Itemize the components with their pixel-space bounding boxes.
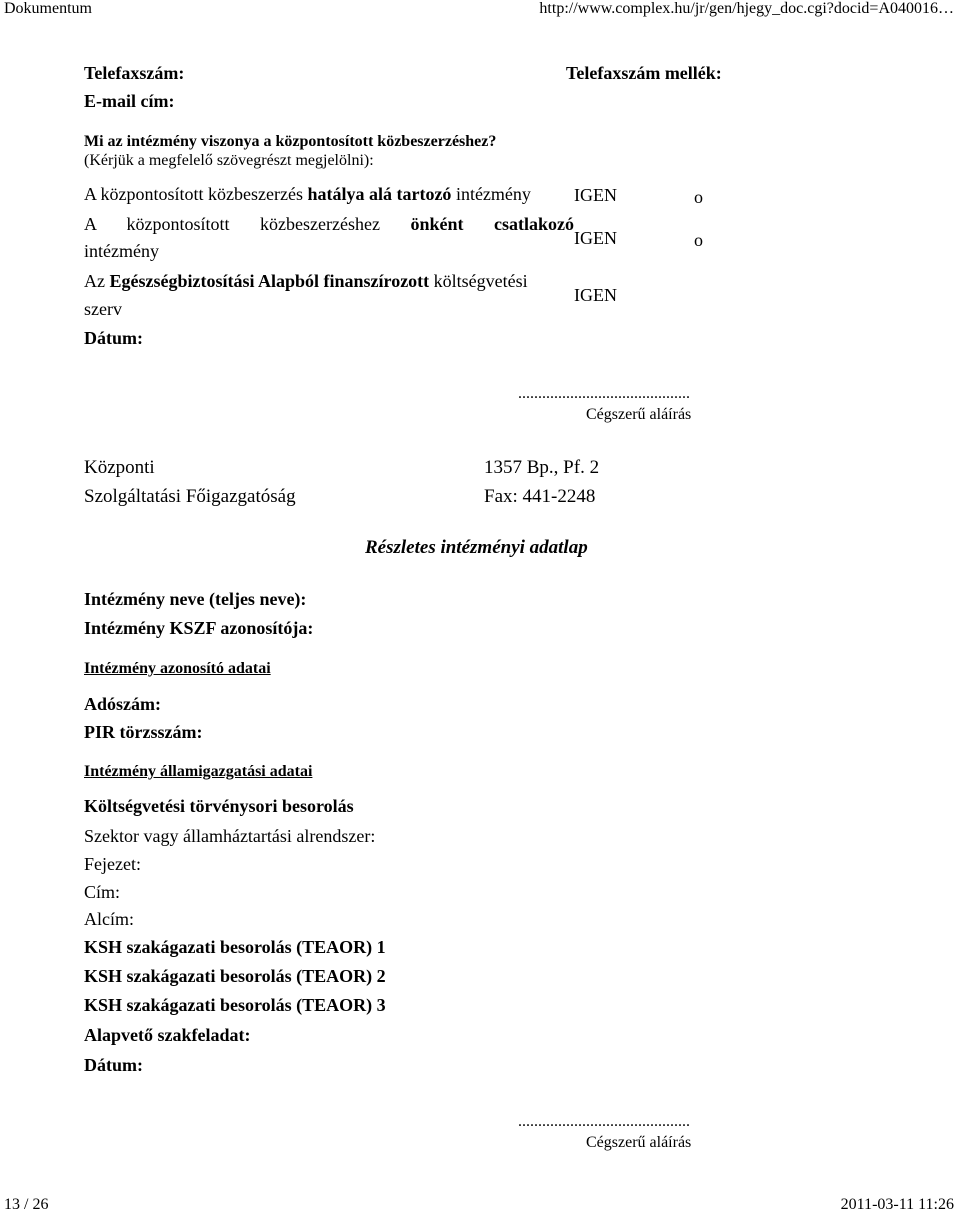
- signature-label-1: Cégszerű aláírás: [586, 406, 692, 423]
- agency-name-line2: Szolgáltatási Főigazgatóság: [84, 486, 296, 507]
- pir-number-label: PIR törzsszám:: [84, 722, 203, 742]
- date-label-1: Dátum:: [84, 328, 143, 348]
- subtitle-label: Alcím:: [84, 909, 134, 929]
- fax-ext-label: Telefaxszám mellék:: [566, 63, 722, 83]
- signature-line-1: ...........................................: [518, 385, 690, 402]
- yes-voluntary[interactable]: IGEN: [574, 228, 617, 248]
- agency-fax: Fax: 441-2248: [484, 486, 596, 507]
- form-title: Részletes intézményi adatlap: [365, 537, 588, 558]
- no-voluntary-radio[interactable]: o: [694, 230, 703, 250]
- option-health-fund: Az Egészségbiztosítási Alapból finanszírozott költségvetési: [84, 271, 528, 291]
- date-label-2: Dátum:: [84, 1055, 143, 1075]
- teaor1-label: KSH szakágazati besorolás (TEAOR) 1: [84, 937, 386, 957]
- yes-health-fund[interactable]: IGEN: [574, 285, 617, 305]
- signature-label-2: Cégszerű aláírás: [586, 1134, 692, 1151]
- teaor3-label: KSH szakágazati besorolás (TEAOR) 3: [84, 995, 386, 1015]
- chapter-label: Fejezet:: [84, 854, 141, 874]
- no-mandatory-radio[interactable]: o: [694, 187, 703, 207]
- core-task-label: Alapvető szakfeladat:: [84, 1025, 251, 1045]
- page-url: http://www.complex.hu/jr/gen/hjegy_doc.cgi?docid=A040016…: [539, 0, 954, 17]
- page-number: 13 / 26: [4, 1196, 49, 1213]
- document-title: Dokumentum: [4, 0, 92, 17]
- option-voluntary-line2: intézmény: [84, 241, 159, 261]
- title-label: Cím:: [84, 882, 121, 902]
- relation-hint: (Kérjük a megfelelő szövegrészt megjelölni):: [84, 152, 374, 169]
- relation-question: Mi az intézmény viszonya a központosított közbeszerzéshez?: [84, 133, 497, 150]
- gov-section-heading: Intézmény államigazgatási adatai: [84, 763, 313, 780]
- id-section-heading: Intézmény azonosító adatai: [84, 660, 271, 677]
- institution-name-label: Intézmény neve (teljes neve):: [84, 589, 307, 609]
- fax-label: Telefaxszám:: [84, 63, 185, 83]
- teaor2-label: KSH szakágazati besorolás (TEAOR) 2: [84, 966, 386, 986]
- option-health-fund-line2: szerv: [84, 299, 122, 319]
- sector-label: Szektor vagy államháztartási alrendszer:: [84, 826, 376, 846]
- agency-address: 1357 Bp., Pf. 2: [484, 457, 600, 478]
- print-datetime: 2011-03-11 11:26: [840, 1196, 954, 1213]
- yes-mandatory[interactable]: IGEN: [574, 185, 617, 205]
- kszf-id-label: Intézmény KSZF azonosítója:: [84, 618, 314, 638]
- tax-number-label: Adószám:: [84, 694, 161, 714]
- option-mandatory: A központosított közbeszerzés hatálya alá tartozó intézmény: [84, 184, 531, 204]
- agency-name-line1: Központi: [84, 457, 155, 478]
- signature-line-2: ...........................................: [518, 1113, 690, 1130]
- budget-heading: Költségvetési törvénysori besorolás: [84, 796, 354, 816]
- email-label: E-mail cím:: [84, 91, 175, 111]
- option-voluntary: A központosított közbeszerzéshez önként csatlakozó: [84, 214, 574, 234]
